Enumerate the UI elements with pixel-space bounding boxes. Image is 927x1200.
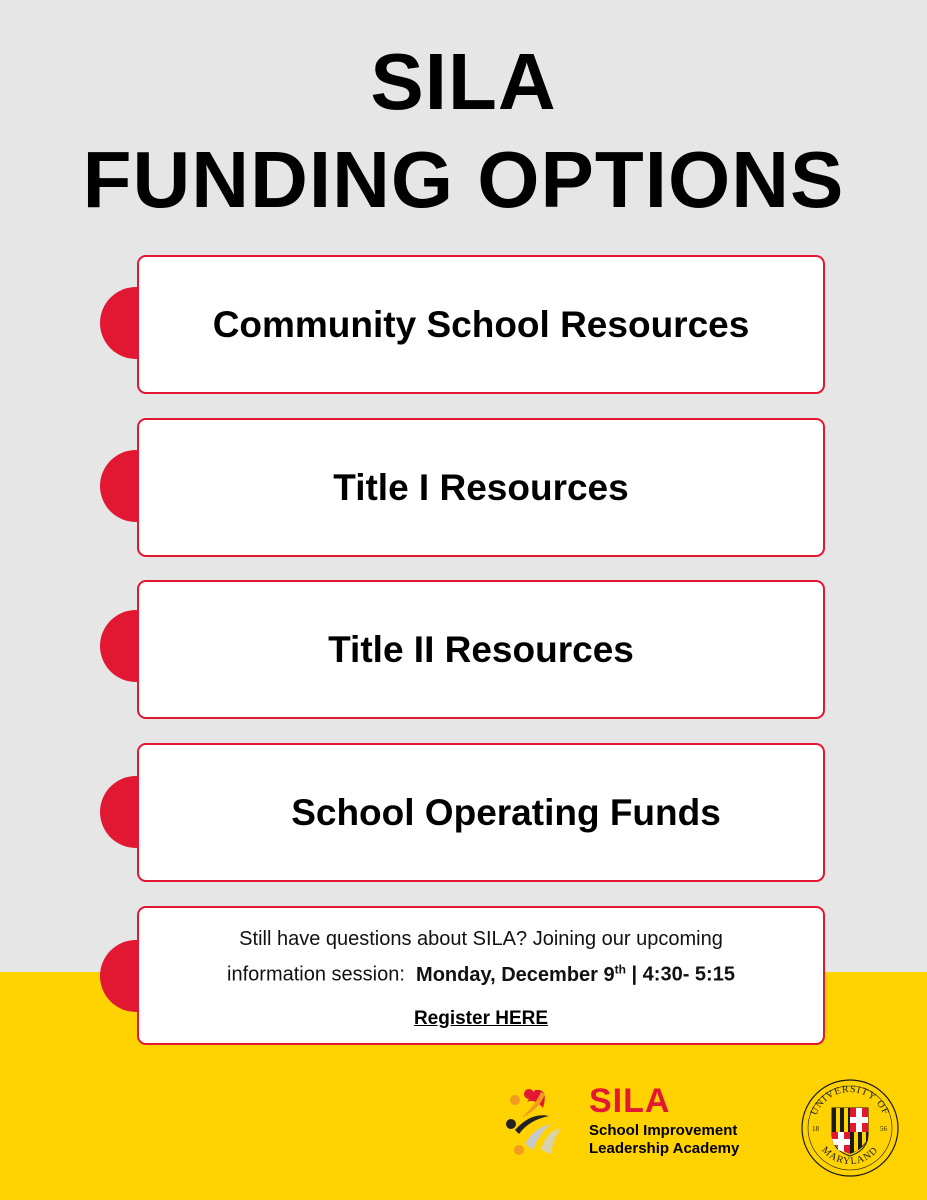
university-seal-icon	[800, 1078, 900, 1178]
option-card-community-school	[137, 255, 825, 394]
sila-logo-subtitle-line1: School Improvement	[589, 1122, 738, 1139]
option-label: Title I Resources	[333, 466, 629, 508]
session-date-suffix: th	[614, 962, 626, 976]
session-time: | 4:30- 5:15	[631, 963, 735, 986]
option-card-title-ii	[137, 580, 825, 719]
page-title-line2: FUNDING OPTIONS	[82, 135, 845, 224]
seal-top-text: UNIVERSITY OF	[808, 1083, 892, 1118]
option-card-operating-funds	[137, 743, 825, 882]
maryland-flag-shield-icon	[832, 1108, 868, 1156]
info-session-card	[137, 906, 825, 1045]
session-date-main: Monday, December 9	[416, 963, 615, 986]
sila-logo-mark-icon	[505, 1088, 581, 1158]
sila-logo-name: SILA	[589, 1082, 671, 1120]
sila-logo-subtitle-line2: Leadership Academy	[589, 1140, 740, 1157]
option-card-title-i	[137, 418, 825, 557]
option-label: Community School Resources	[212, 303, 750, 345]
sila-logo-subtitle	[589, 1122, 739, 1158]
session-date	[416, 964, 626, 986]
sila-logo	[505, 1082, 745, 1160]
seal-year-right: 56	[880, 1125, 887, 1133]
info-line2	[227, 954, 735, 990]
register-link[interactable]: Register HERE	[413, 1007, 549, 1029]
seal-year-left: 18	[812, 1125, 819, 1133]
option-label: Title II Resources	[328, 628, 634, 670]
info-line1: Still have questions about SILA? Joining our upcoming	[239, 928, 723, 950]
seal-bottom-text: MARYLAND	[819, 1144, 881, 1168]
info-line2-prefix: information session:	[227, 963, 405, 986]
option-label: School Operating Funds	[291, 791, 721, 833]
page-title-line1: SILA	[370, 37, 557, 126]
